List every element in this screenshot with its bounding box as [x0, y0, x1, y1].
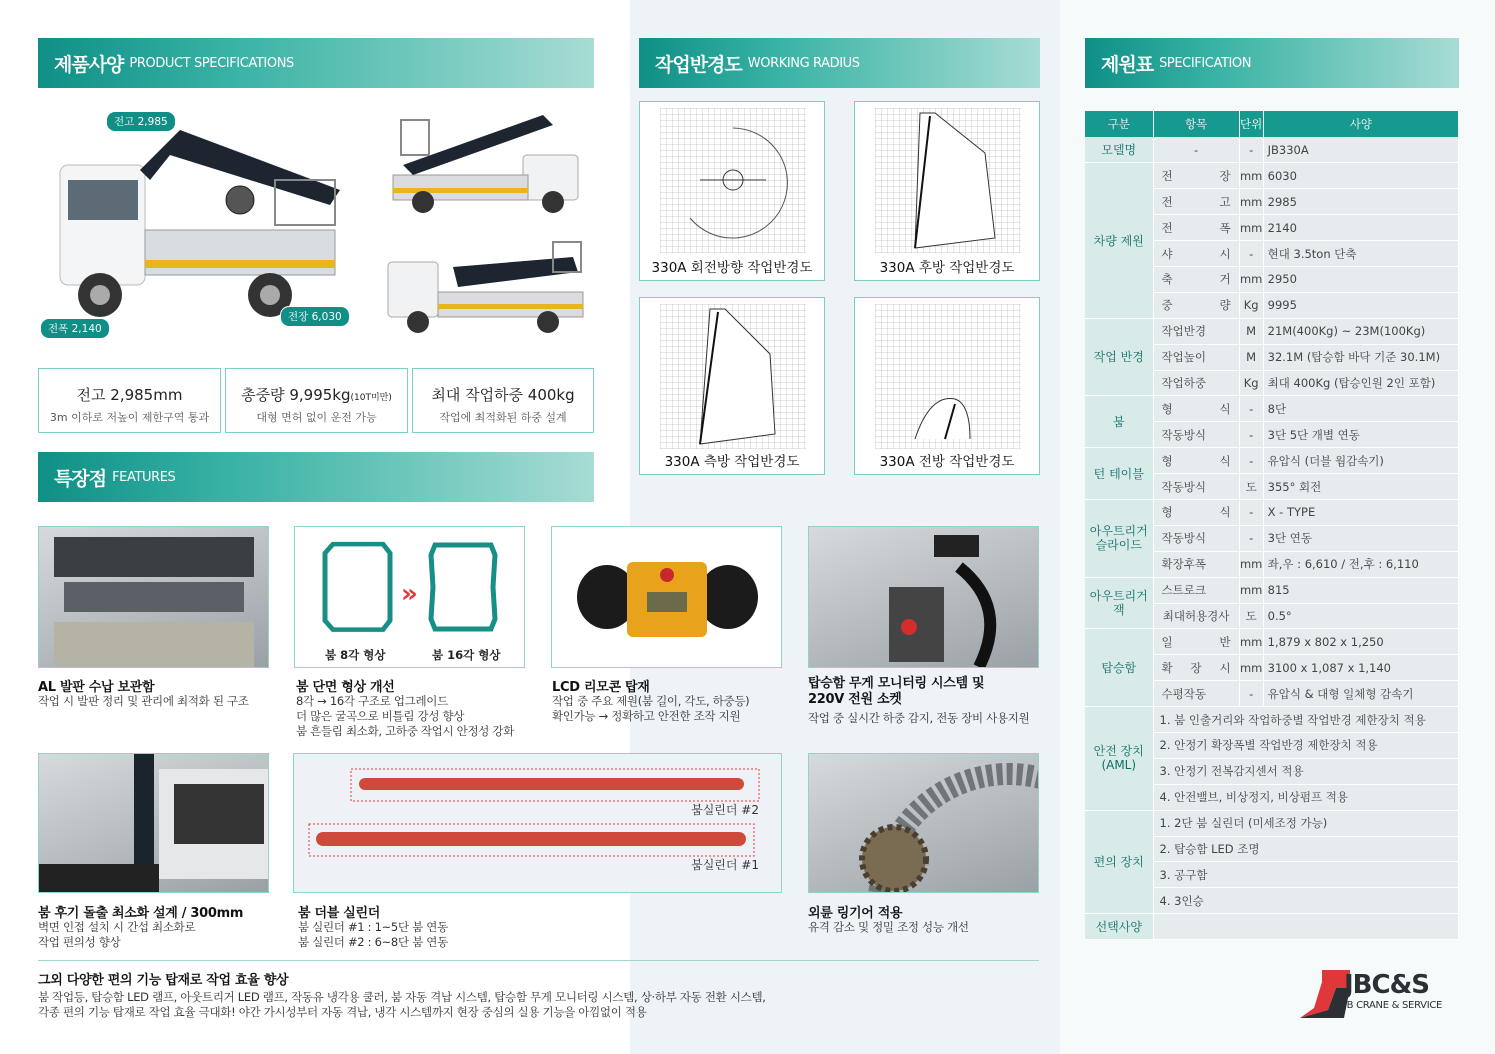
col-header: 항목 — [1153, 111, 1239, 137]
kpi-load: 최대 작업하중 400kg 작업에 최적화된 하중 설계 — [412, 368, 594, 433]
feature-title-monitoring: 탑승함 무게 모니터링 시스템 및 220V 전원 소켓 — [808, 676, 985, 707]
cylinder-2-label: 붐실린더 #2 — [691, 803, 759, 817]
chart-caption: 330A 측방 작업반경도 — [664, 454, 800, 470]
cylinder-1-label: 붐실린더 #1 — [691, 858, 759, 872]
feature-desc-boom-shape: 8각 → 16각 구조로 업그레이드 더 많은 굴곡으로 비틀림 강성 향상 붐 흔들림 최소화, 고하중 작업시 안정성 강화 — [296, 694, 515, 738]
working-radius-header: 작업반경도 WORKING RADIUS — [639, 38, 1040, 88]
divider — [38, 960, 1039, 961]
spec-table — [1085, 111, 1459, 940]
feature-photo-rear-boom — [38, 753, 269, 893]
boom-8-label: 붐 8각 형상 — [325, 648, 386, 662]
feature-title-boom-shape: 붐 단면 형상 개선 — [296, 680, 395, 695]
table-row: 전 고 mm 2985 — [1085, 189, 1459, 215]
feature-photo-al-storage — [38, 526, 269, 668]
product-spec-header: 제품사양 PRODUCT SPECIFICATIONS — [38, 38, 594, 88]
table-row: 4. 안전밸브, 비상정지, 비상펌프 적용 — [1085, 784, 1459, 810]
table-row: 2. 안정기 확장폭별 작업반경 제한장치 적용 — [1085, 732, 1459, 758]
feature-desc-ring-gear: 유격 감소 및 정밀 조정 성능 개선 — [808, 920, 969, 934]
table-row: 안전 장치 (AML) 1. 붐 인출거리와 작업하중별 작업반경 제한장치 적용 — [1085, 707, 1459, 733]
spec-table-header: 제원표 SPECIFICATION — [1085, 38, 1459, 88]
feature-desc-remote: 작업 중 주요 제원(붐 길이, 각도, 하중등) 확인가능 → 정확하고 안전한 조작 지원 — [552, 694, 750, 723]
table-row: 최대허용경사 도 0.5° — [1085, 603, 1459, 629]
table-row: 샤 시 - 현대 3.5ton 단축 — [1085, 241, 1459, 267]
feature-title-al-storage: AL 발판 수납 보관함 — [38, 680, 155, 695]
extra-features-desc: 붐 작업등, 탑승함 LED 램프, 아웃트리거 LED 램프, 작동유 냉각용 쿨러, 붐 자동 격납 시스템, 탑승함 무게 모니터링 시스템, 상·하부 자동 전환 시스템, 각종 편의 기능 탑재로 작업 효율 극대화! 야간 가시성부터 자동 격납, 냉각 시스템까지 현장 중심의 실용 기능을 아낌없이 적용 — [38, 990, 766, 1019]
boom-16-label: 붐 16각 형상 — [432, 648, 501, 662]
table-row: 작동방식 - 3단 연동 — [1085, 525, 1459, 551]
table-row: 작동방식 - 3단 5단 개별 연동 — [1085, 422, 1459, 448]
col-header: 단위 — [1239, 111, 1263, 137]
extra-features-title: 그외 다양한 편의 기능 탑재로 작업 효율 향상 — [38, 973, 289, 988]
radius-chart-side — [639, 297, 825, 475]
table-row: 확 장 시 mm 3100 x 1,087 x 1,140 — [1085, 655, 1459, 681]
table-row: 편의 장치 1. 2단 붐 실린더 (미세조정 가능) — [1085, 810, 1459, 836]
feature-desc-double-cylinder: 붐 실린더 #1 : 1~5단 붐 연동 붐 실린더 #2 : 6~8단 붐 연동 — [298, 920, 448, 949]
kpi-height: 전고 2,985mm 3m 이하로 저높이 제한구역 통과 — [38, 368, 221, 433]
radius-chart-rear — [854, 101, 1040, 281]
feature-photo-remote — [551, 526, 782, 668]
feature-photo-double-cylinder — [293, 753, 782, 893]
feature-photo-monitoring — [808, 526, 1039, 668]
table-row: 아우트리거 잭 스트로크 mm 815 — [1085, 577, 1459, 603]
table-row: 전 폭 mm 2140 — [1085, 215, 1459, 241]
table-row: 작업높이 M 32.1M (탑승함 바닥 기준 30.1M) — [1085, 344, 1459, 370]
table-row: 작동방식 도 355° 회전 — [1085, 474, 1459, 500]
radius-grid-front — [875, 304, 1021, 449]
truck-side-image-2 — [383, 232, 593, 337]
chart-caption: 330A 회전방향 작업반경도 — [651, 260, 813, 276]
spec-table-header-row — [1085, 111, 1459, 137]
company-logo — [1300, 970, 1460, 1020]
table-row: 작업하중 Kg 최대 400Kg (탑승인원 2인 포함) — [1085, 370, 1459, 396]
radius-grid-side — [660, 304, 806, 449]
feature-title-rear-boom: 붐 후기 돌출 최소화 설계 / 300mm — [38, 906, 244, 921]
radius-grid-rear — [875, 108, 1021, 253]
col-header: 사양 — [1263, 111, 1458, 137]
truck-side-image-1 — [383, 110, 593, 215]
table-row: 붐 형 식 - 8단 — [1085, 396, 1459, 422]
table-row: 중 량 Kg 9995 — [1085, 292, 1459, 318]
table-row: 작업 반경 작업반경 M 21M(400Kg) ~ 23M(100Kg) — [1085, 318, 1459, 344]
radius-chart-rotation — [639, 101, 825, 281]
table-row: 탑승함 일 반 mm 1,879 x 802 x 1,250 — [1085, 629, 1459, 655]
table-row: 아우트리거 슬라이드 형 식 - X - TYPE — [1085, 499, 1459, 525]
col-header: 구분 — [1085, 111, 1153, 137]
feature-photo-ring-gear — [808, 753, 1039, 893]
feature-title-double-cylinder: 붐 더블 실린더 — [298, 906, 380, 921]
features-header: 특장점 FEATURES — [38, 452, 594, 502]
radius-grid-rotation — [660, 108, 806, 253]
table-row: 축 거 mm 2950 — [1085, 266, 1459, 292]
feature-desc-al-storage: 작업 시 발판 정리 및 관리에 최적화 된 구조 — [38, 694, 249, 708]
logo-subtext: JB CRANE & SERVICE — [1344, 1000, 1443, 1011]
table-row: 턴 테이블 형 식 - 유압식 (더블 웜감속기) — [1085, 448, 1459, 474]
chart-caption: 330A 전방 작업반경도 — [879, 454, 1015, 470]
truck-main-image — [40, 110, 360, 335]
kpi-weight: 총중량 9,995kg(10T미만) 대형 면허 없이 운전 가능 — [225, 368, 408, 433]
table-row: 2. 탑승함 LED 조명 — [1085, 836, 1459, 862]
feature-title-remote: LCD 리모콘 탑재 — [552, 680, 650, 695]
feature-desc-rear-boom: 벽면 인접 설치 시 간섭 최소화로 작업 편의성 향상 — [38, 920, 196, 949]
dim-length-tag: 전장 6,030 — [280, 306, 350, 327]
dim-height-tag: 전고 2,985 — [106, 111, 176, 132]
feature-desc-monitoring: 작업 중 실시간 하중 감지, 전동 장비 사용지원 — [808, 711, 1030, 725]
table-row: 3. 안정기 전복감지센서 적용 — [1085, 758, 1459, 784]
table-row: 모델명 - - JB330A — [1085, 137, 1459, 163]
radius-chart-front — [854, 297, 1040, 475]
table-row: 선택사양 — [1085, 914, 1459, 940]
table-row: 차량 제원 전 장 mm 6030 — [1085, 163, 1459, 189]
logo-text: JBC&S — [1344, 970, 1429, 1000]
svg-text:»: » — [401, 579, 418, 609]
table-row: 수평작동 - 유압식 & 대형 일체형 감속기 — [1085, 681, 1459, 707]
feature-photo-boom-shape — [294, 526, 525, 668]
table-row: 4. 3인승 — [1085, 888, 1459, 914]
table-row: 확장후폭 mm 좌,우 : 6,610 / 전,후 : 6,110 — [1085, 551, 1459, 577]
dim-width-tag: 전폭 2,140 — [40, 318, 110, 339]
table-row: 3. 공구함 — [1085, 862, 1459, 888]
chart-caption: 330A 후방 작업반경도 — [879, 260, 1015, 276]
feature-title-ring-gear: 외륜 링기어 적용 — [808, 906, 903, 921]
